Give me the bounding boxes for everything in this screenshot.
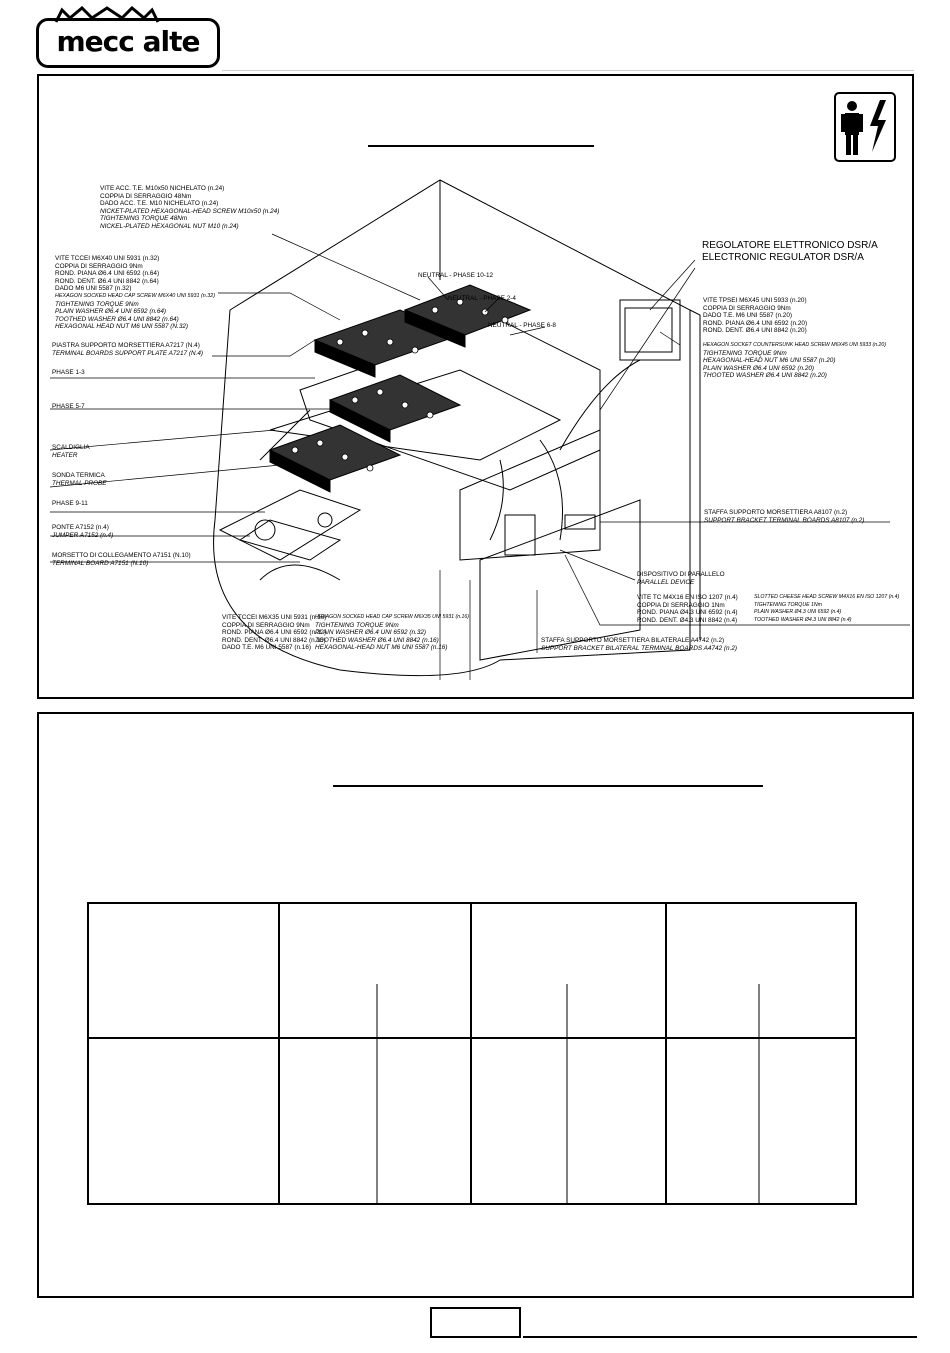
label-screw-m6x45 [703,297,807,335]
label-line: SUPPORT BRACKET BILATERAL TERMINAL BOARDS A4742 (n.2) [541,644,738,652]
label-line: HEXAGON SOCKET COUNTERSUNK HEAD SCREW M6X45 UNI 5933 (n.20) [703,342,887,348]
label-probe [52,472,107,487]
label-phase-9-11: PHASE 9-11 [52,500,88,507]
label-line: HEXAGONAL-HEAD NUT M6 UNI 5587 (n.16) [315,644,448,652]
label-line: ROND. PIANA Ø6.4 UNI 6592 (n.64) [55,270,160,278]
label-line: THERMAL PROBE [52,479,107,487]
label-neutral-6-8: NEUTRAL - PHASE 6-8 [488,322,556,329]
label-line: TOOTHED WASHER Ø4.3 UNI 8842 (n.4) [754,616,852,623]
label-parallel [637,571,725,586]
label-line: SCALDIGLIA [52,444,90,451]
label-screw-m6x35 [222,614,326,652]
label-line: TIGHTENING TORQUE 9Nm [55,300,139,308]
label-line: TIGHTENING TORQUE 1Nm [754,601,822,608]
label-screw-m6x40 [55,255,215,331]
label-plate [52,342,203,357]
label-jumper [52,524,113,539]
label-line: PONTE A7152 (n.4) [52,524,109,531]
label-line: HEXAGONAL-HEAD NUT M6 UNI 5587 (n.20) [703,357,836,365]
label-line: ROND. DENT. Ø6.4 UNI 8842 (n.16) [222,636,326,644]
label-line: STAFFA SUPPORTO MORSETTIERA A8107 (n.2) [704,509,848,516]
label-screw-m4 [637,594,738,624]
title-underline [368,145,594,147]
label-neutral-10-12: NEUTRAL - PHASE 10-12 [418,272,494,279]
label-line: DADO M6 UNI 5587 (n.32) [55,285,132,293]
footer-rule [523,1336,917,1338]
label-screw-m4-en [754,594,899,624]
label-line: COPPIA DI SERRAGGIO 9Nm [222,621,310,629]
table-grid [89,904,855,1203]
label-bracket-a8107 [704,509,864,524]
label-line: REGOLATORE ELETTRONICO DSR/A [702,240,878,251]
section-underline [333,785,763,787]
electric-shock-icon [836,94,894,160]
label-line: TERMINAL BOARDS SUPPORT PLATE A7217 (N.4) [52,349,204,357]
label-line: DISPOSITIVO DI PARALLELO [637,571,725,578]
label-line: TOOTHED WASHER Ø6.4 UNI 8842 (n.16) [315,636,439,644]
label-terminal-board [52,552,191,567]
page-number-box [430,1307,521,1338]
label-line: TIGHTENING TORQUE 9Nm [703,349,787,357]
brand-logo [36,18,220,68]
label-line: VITE TPSEI M6X45 UNI 5933 (n.20) [703,297,807,304]
label-line: TOOTHED WASHER Ø6.4 UNI 8842 (n.64) [55,315,179,323]
label-line: NICKEL-PLATED HEXAGONAL NUT M10 (n.24) [100,222,239,230]
header-rule [222,70,914,71]
label-line: TIGHTENING TORQUE 9Nm [315,621,399,629]
logo-text: mecc alte [56,25,200,58]
label-line: COPPIA DI SERRAGGIO 9Nm [703,304,791,312]
electrical-hazard-sign [834,92,896,162]
label-line: MORSETTO DI COLLEGAMENTO A7151 (N.10) [52,552,191,559]
label-line: SONDA TERMICA [52,472,105,479]
label-line: COPPIA DI SERRAGGIO 9Nm [55,262,143,270]
label-line: PLAIN WASHER Ø4.3 UNI 6592 (n.4) [754,609,842,616]
label-line: HEXAGON SOCKED HEAD CAP SCREW M6X40 UNI 5931 (n.32) [55,292,216,299]
label-line: ROND. PIANA Ø6.4 UNI 6592 (n.32) [222,629,327,637]
label-line: PARALLEL DEVICE [637,578,695,586]
label-line: TERMINAL BOARD A7151 (N.10) [52,559,149,567]
label-line: ROND. DENT. Ø4.3 UNI 8842 (n.4) [637,616,738,624]
label-line: COPPIA DI SERRAGGIO 48Nm [100,192,192,200]
label-line: NICKET-PLATED HEXAGONAL-HEAD SCREW M10x50 (n.24) [100,207,280,215]
label-line: JUMPER A7152 (n.4) [52,531,114,539]
label-line: THOOTED WASHER Ø6.4 UNI 8842 (n.20) [703,372,827,380]
label-screw-m6x45-en [703,342,886,380]
label-line: PLAIN WASHER Ø6.4 UNI 6592 (n.32) [315,629,427,637]
label-line: HEXAGONAL HEAD NUT M6 UNI 5587 (N.32) [55,323,189,331]
label-line: ROND. PIANA Ø6.4 UNI 6592 (n.20) [703,319,808,327]
label-line: HEATER [52,451,78,459]
label-line: VITE TCCEI M6X35 UNI 5931 (n.16) [222,614,327,621]
label-line: DADO ACC. T.E. M10 NICHELATO (n.24) [100,200,219,208]
label-line: SUPPORT BRACKET TERMINAL BOARDS A8107 (n.2) [704,516,865,524]
label-line: PIASTRA SUPPORTO MORSETTIERA A7217 (N.4) [52,342,200,349]
label-line: SLOTTED CHEESE HEAD SCREW M4X16 EN ISO 1207 (n.4) [754,594,900,600]
label-line: VITE TC M4X16 EN ISO 1207 (n.4) [637,594,738,601]
label-line: DADO T.E. M6 UNI 5587 (n.20) [703,312,793,320]
label-phase-5-7: PHASE 5-7 [52,403,85,410]
label-line: ROND. PIANA Ø4.3 UNI 6592 (n.4) [637,609,738,617]
label-line: HEXAGON SOCKED HEAD CAP SCREW M6X35 UNI 5931 (n.16) [315,614,470,620]
label-line: PLAIN WASHER Ø6.4 UNI 6592 (n.20) [703,364,815,372]
label-bracket-a4742 [541,637,737,652]
label-screw-m6x35-en [315,614,469,652]
label-screw-m10 [100,185,279,231]
label-line: VITE ACC. T.E. M10x50 NICHELATO (n.24) [100,185,225,192]
label-regulator [702,240,878,264]
label-neutral-2-4: NEUTRAL - PHASE 2-4 [448,295,516,302]
label-line: PLAIN WASHER Ø6.4 UNI 6592 (n.64) [55,308,167,316]
label-line: VITE TCCEI M6X40 UNI 5931 (n.32) [55,255,160,262]
label-line: TIGHTENING TORQUE 48Nm [100,215,188,223]
label-line: STAFFA SUPPORTO MORSETTIERA BILATERALE A4742 (n.2) [541,637,725,644]
label-heater [52,444,90,459]
label-line: ROND. DENT. Ø6.4 UNI 8842 (n.64) [55,277,159,285]
label-line: ROND. DENT. Ø6.4 UNI 8842 (n.20) [703,327,807,335]
label-phase-1-3: PHASE 1-3 [52,369,85,376]
data-table [87,902,857,1205]
label-line: COPPIA DI SERRAGGIO 1Nm [637,601,725,609]
label-line: ELECTRONIC REGULATOR DSR/A [702,252,864,263]
label-line: DADO T.E. M6 UNI 5587 (n.16) [222,644,312,652]
